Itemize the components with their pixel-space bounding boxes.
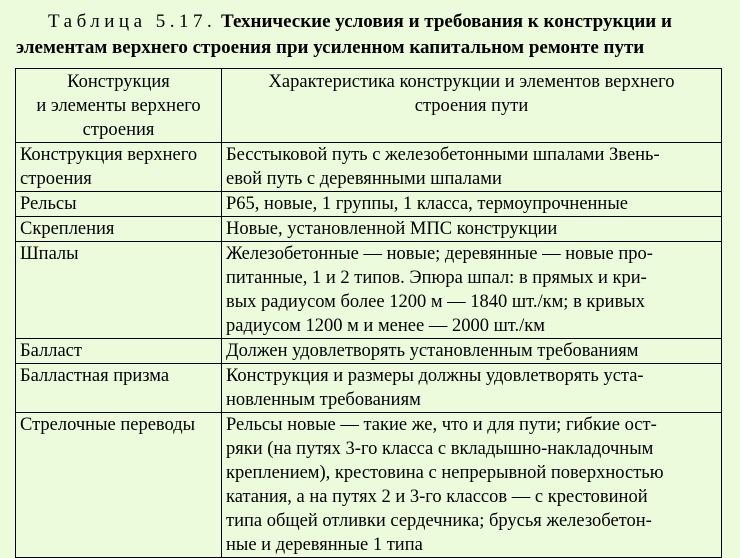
- table-header-row: [16, 69, 722, 143]
- cell-line: креплением), крестовина с непрерывной поверхностью: [226, 463, 664, 483]
- table-row: [16, 217, 722, 242]
- cell-line: Конструкция: [67, 72, 170, 92]
- cell-line: строения: [82, 120, 155, 140]
- table-caption: [16, 9, 732, 61]
- cell-line: питанные, 1 и 2 типов. Эпюра шпал: в прямых и кри-: [226, 268, 647, 288]
- row-element: [16, 242, 222, 339]
- table-row: [16, 143, 722, 192]
- row-element: [16, 143, 222, 192]
- table-row: [16, 242, 722, 339]
- cell-line: вых радиусом более 1200 м — 1840 шт./км; в кривых: [226, 292, 645, 312]
- row-description: [222, 217, 722, 242]
- table-row: [16, 413, 722, 558]
- table-row: [16, 339, 722, 364]
- header-characteristic: [222, 69, 722, 143]
- cell-line: Рельсы новые — такие же, что и для пути; гибкие ост-: [226, 415, 657, 435]
- table-row: [16, 364, 722, 413]
- header-element: [16, 69, 222, 143]
- row-description: [222, 339, 722, 364]
- cell-line: Балласт: [20, 341, 82, 361]
- cell-line: Шпалы: [20, 244, 79, 264]
- cell-line: и элементы верхнего: [36, 96, 201, 116]
- row-description: [222, 143, 722, 192]
- cell-line: строения пути: [414, 96, 529, 116]
- cell-line: Балластная призма: [20, 366, 170, 386]
- cell-line: катания, а на путях 2 и 3-го классов — с крестовиной: [226, 487, 648, 507]
- cell-line: Должен удовлетворять установленным требованиям: [226, 341, 639, 361]
- cell-line: ные и деревянные 1 типа: [226, 535, 423, 555]
- cell-line: Бесстыковой путь с железобетонными шпалами Звень-: [226, 145, 660, 165]
- row-description: [222, 413, 722, 558]
- cell-line: Скрепления: [20, 219, 115, 239]
- specs-table: [15, 68, 722, 558]
- row-element: [16, 413, 222, 558]
- cell-line: ряки (на путях 3-го класса с вкладышно-накладочным: [226, 439, 654, 459]
- cell-line: типа общей отливки сердечника; брусья железобетон-: [226, 511, 652, 531]
- row-element: [16, 364, 222, 413]
- cell-line: Характеристика конструкции и элементов верхнего: [268, 72, 675, 92]
- table-title: Технические условия и требования к конструкции и элементам верхнего строения при усиленном капитальном ремонте пути: [16, 11, 672, 58]
- table-row: [16, 192, 722, 217]
- row-description: [222, 192, 722, 217]
- row-description: [222, 242, 722, 339]
- row-element: [16, 192, 222, 217]
- cell-line: Конструкция и размеры должны удовлетворять уста-: [226, 366, 644, 386]
- row-element: [16, 339, 222, 364]
- cell-line: Новые, установленной МПС конструкции: [226, 219, 558, 239]
- row-description: [222, 364, 722, 413]
- cell-line: Железобетонные — новые; деревянные — новые про-: [226, 244, 653, 264]
- cell-line: евой путь с деревянными шпалами: [226, 169, 502, 189]
- cell-line: радиусом 1200 м и менее — 2000 шт./км: [226, 316, 545, 336]
- table-number: Таблица 5.17.: [48, 11, 217, 32]
- cell-line: новленным требованиям: [226, 390, 421, 410]
- cell-line: Р65, новые, 1 группы, 1 класса, термоупрочненные: [226, 194, 628, 214]
- cell-line: Стрелочные переводы: [20, 415, 196, 435]
- row-element: [16, 217, 222, 242]
- cell-line: Конструкция верхнего: [20, 145, 198, 165]
- cell-line: строения: [20, 169, 92, 189]
- cell-line: Рельсы: [20, 194, 77, 214]
